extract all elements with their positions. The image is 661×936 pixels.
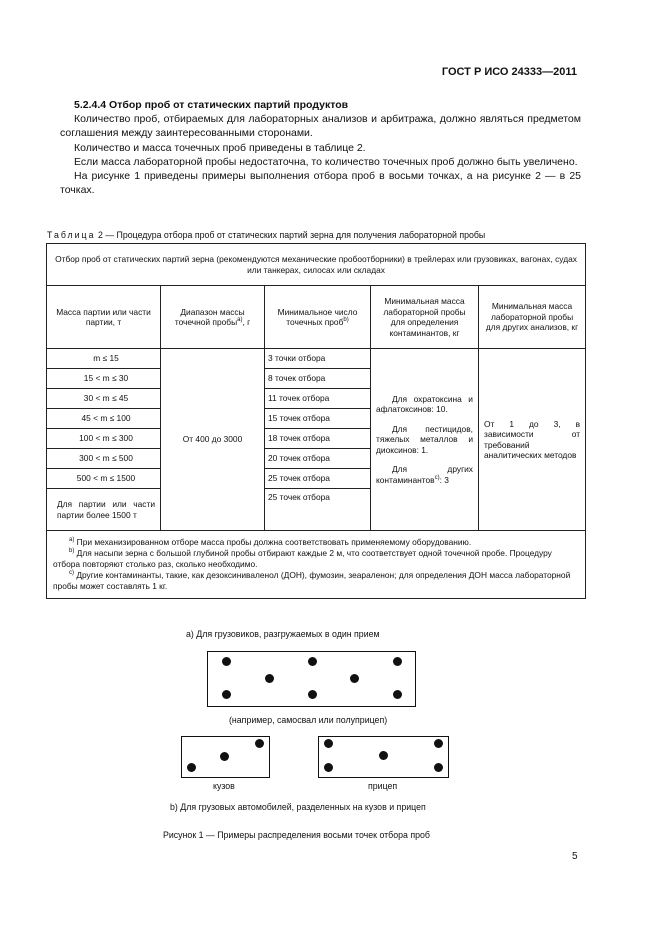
count-cell: 11 точек отбора [265, 389, 371, 409]
section-text [60, 98, 581, 197]
note-c-text: Другие контаминанты, такие, как дезоксиниваленол (ДОН), фумозин, зеараленон; для определения ДОН масса лабораторной пробы может составлять 1 кг. [53, 570, 571, 591]
sampling-point [308, 657, 317, 666]
note-c-sup: c) [69, 570, 74, 577]
contaminants-line-3-tail: : 3 [439, 474, 449, 485]
mass-cell: 30 < m ≤ 45 [47, 389, 161, 409]
section-title: 5.2.4.4 Отбор проб от статических партий продуктов [74, 99, 349, 111]
sampling-point [265, 674, 274, 683]
col-header-range-text: Диапазон массы точечной пробы [174, 306, 245, 327]
count-cell: 25 точек отбора [265, 469, 371, 489]
document-header: ГОСТ Р ИСО 24333—2011 [441, 66, 577, 78]
count-cell: 25 точек отбора [265, 489, 371, 531]
mass-cell: 300 < m ≤ 500 [47, 449, 161, 469]
sampling-point [350, 674, 359, 683]
sampling-table [46, 243, 586, 599]
mass-cell: 500 < m ≤ 1500 [47, 469, 161, 489]
contaminants-line-1: Для охратоксина и афлатоксинов: 10. [376, 393, 473, 415]
table-notes [47, 531, 586, 599]
sampling-point [222, 690, 231, 699]
col-header-count [265, 286, 371, 349]
col-header-count-sup: b) [343, 317, 349, 324]
table-caption-prefix: Таблица [47, 230, 96, 240]
note-a-text: При механизированном отборе масса пробы должна соответствовать применяемому оборудованию. [74, 537, 472, 547]
table-row [47, 349, 586, 369]
note-a-sup: a) [69, 537, 75, 544]
col-header-contaminants: Минимальная масса лабораторной пробы для определения контаминантов, кг [371, 286, 479, 349]
col-header-range [161, 286, 265, 349]
sampling-point [393, 657, 402, 666]
other-analyses-cell: От 1 до 3, в зависимости от требований аналитических методов [479, 349, 586, 531]
contaminants-line-3-sup: c) [434, 474, 440, 481]
sampling-point [222, 657, 231, 666]
note-b [53, 548, 579, 570]
paragraph-2: Количество и масса точечных проб приведены в таблице 2. [74, 141, 366, 154]
col-header-count-text: Минимальное число точечных проб [277, 306, 358, 327]
sampling-point [220, 752, 229, 761]
sampling-point [187, 763, 196, 772]
col-header-mass: Масса партии или части партии, т [47, 286, 161, 349]
table-top-header: Отбор проб от статических партий зерна (рекомендуются механические пробоотборники) в трейлерах или грузовиках, вагонах, судах или танкерах, силосах или складах [47, 244, 586, 286]
mass-cell: Для партии или части партии более 1500 т [47, 489, 161, 531]
paragraph-3: Если масса лабораторной пробы недостаточна, то количество точечных проб должно быть увеличено. [74, 155, 578, 168]
count-cell: 18 точек отбора [265, 429, 371, 449]
contaminants-line-3 [376, 464, 473, 485]
table-caption [47, 230, 485, 240]
count-cell: 8 точек отбора [265, 369, 371, 389]
table-caption-text: 2 — Процедура отбора проб от статических партий зерна для получения лабораторной пробы [95, 230, 486, 240]
figure-label-a: a) Для грузовиков, разгружаемых в один прием [186, 629, 380, 639]
paragraph-1: Количество проб, отбираемых для лабораторных анализов и арбитража, должно являться предметом соглашения между заинтересованными сторонами. [60, 113, 581, 140]
trailer-diagram [318, 736, 449, 778]
contaminants-cell [371, 349, 479, 531]
sampling-point [308, 690, 317, 699]
sampling-point [324, 739, 333, 748]
count-cell: 20 точек отбора [265, 449, 371, 469]
col-header-range-tail: , г [242, 317, 251, 327]
page-number: 5 [572, 851, 578, 862]
count-cell: 3 точки отбора [265, 349, 371, 369]
sampling-point [324, 763, 333, 772]
truck-body-diagram [181, 736, 270, 778]
figure-caption: Рисунок 1 — Примеры распределения восьми точек отбора проб [163, 830, 430, 840]
col-header-other: Минимальная масса лабораторной пробы для других анализов, кг [479, 286, 586, 349]
sampling-point [434, 739, 443, 748]
mass-cell: m ≤ 15 [47, 349, 161, 369]
figure-sub-a: (например, самосвал или полуприцеп) [229, 715, 388, 725]
sampling-point [393, 690, 402, 699]
label-trailer: прицеп [368, 781, 398, 791]
sampling-point [434, 763, 443, 772]
mass-cell: 45 < m ≤ 100 [47, 409, 161, 429]
truck-diagram [207, 651, 416, 707]
count-cell: 15 точек отбора [265, 409, 371, 429]
paragraph-4: На рисунке 1 приведены примеры выполнения отбора проб в восьми точках, а на рисунке 2 — в 25 точках. [60, 170, 581, 197]
mass-cell: 100 < m ≤ 300 [47, 429, 161, 449]
contaminants-line-3-text: Для других контаминантов [376, 464, 473, 485]
note-b-sup: b) [69, 548, 75, 555]
label-truck-body: кузов [213, 781, 235, 791]
range-cell: От 400 до 3000 [161, 349, 265, 531]
contaminants-line-2: Для пестицидов, тяжелых металлов и диоксинов: 1. [376, 423, 473, 455]
note-c [53, 570, 579, 592]
note-a [53, 537, 579, 548]
col-header-range-sup: a) [237, 317, 243, 324]
sampling-point [379, 751, 388, 760]
mass-cell: 15 < m ≤ 30 [47, 369, 161, 389]
note-b-text: Для насыпи зерна с большой глубиной пробы отбирают каждые 2 м, что соответствует одной точечной пробе. Процедуру отбора повторяют столько раз, сколько необходимо. [53, 548, 552, 569]
sampling-point [255, 739, 264, 748]
figure-label-b: b) Для грузовых автомобилей, разделенных на кузов и прицеп [170, 802, 426, 812]
